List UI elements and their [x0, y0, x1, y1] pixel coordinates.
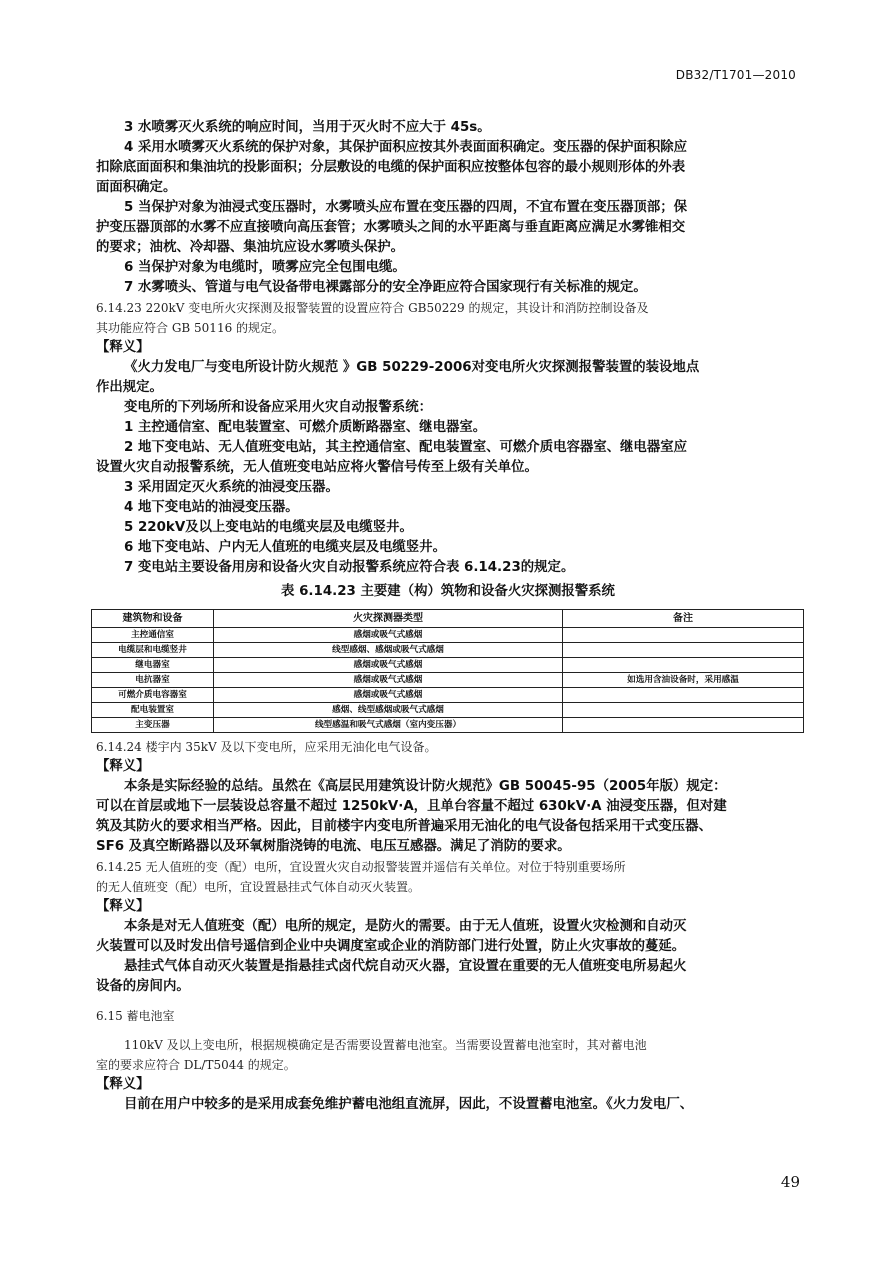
table-row	[92, 673, 804, 688]
document-code: DB32/T1701—2010	[675, 68, 796, 82]
cell-building: 电抗器室	[92, 673, 214, 688]
cell-remarks	[563, 718, 804, 733]
text-line: 3 水喷雾灭火系统的响应时间，当用于灭火时不应大于 45s。	[124, 120, 491, 135]
text-line: 筑及其防火的要求相当严格。因此，目前楼宇内变电所普遍采用无油化的电气设备包括采用干式变压器、	[96, 819, 712, 834]
spacer	[96, 997, 800, 1006]
cell-remarks	[563, 688, 804, 703]
table-row	[92, 688, 804, 703]
text-line: 7 水雾喷头、管道与电气设备带电裸露部分的安全净距应符合国家现行有关标准的规定。	[124, 280, 647, 295]
spacer	[96, 1026, 800, 1035]
cell-remarks	[563, 643, 804, 658]
text-line: 目前在用户中较多的是采用成套免维护蓄电池组直流屏，因此，不设置蓄电池室。《火力发电厂、	[124, 1097, 694, 1112]
header-remarks: 备注	[563, 610, 804, 628]
text-line: 【释义】	[96, 340, 150, 355]
text-block-a	[96, 118, 800, 578]
text-line: 6 地下变电站、户内无人值班的电缆夹层及电缆竖井。	[124, 540, 446, 555]
text-line: 作出规定。	[96, 380, 163, 395]
text-line: SF6 及真空断路器以及环氧树脂浇铸的电流、电压互感器。满足了消防的要求。	[96, 839, 571, 854]
text-line: 悬挂式气体自动灭火装置是指悬挂式卤代烷自动灭火器，宜设置在重要的无人值班变电所易起火	[124, 959, 687, 974]
text-line: 面面积确定。	[96, 180, 177, 195]
text-line: 可以在首层或地下一层装设总容量不超过 1250kV·A，且单台容量不超过 630kV·A 油浸变压器，但对建	[96, 799, 727, 814]
text-line: 6.14.25 无人值班的变（配）电所，宜设置火灾自动报警装置并遥信有关单位。对位于特别重要场所	[96, 860, 626, 874]
cell-remarks: 如选用含油设备时，采用感温	[563, 673, 804, 688]
cell-detector-type: 感烟、线型感烟或吸气式感烟	[214, 703, 563, 718]
cell-building: 主控通信室	[92, 628, 214, 643]
cell-detector-type: 感烟或吸气式感烟	[214, 673, 563, 688]
text-line: 变电所的下列场所和设备应采用火灾自动报警系统：	[124, 400, 432, 415]
text-line: 4 采用水喷雾灭火系统的保护对象，其保护面积应按其外表面面积确定。变压器的保护面积除应	[124, 140, 687, 155]
cell-building: 配电装置室	[92, 703, 214, 718]
text-line: 火装置可以及时发出信号遥信到企业中央调度室或企业的消防部门进行处置，防止火灾事故的蔓延。	[96, 939, 686, 954]
cell-remarks	[563, 628, 804, 643]
cell-building: 主变压器	[92, 718, 214, 733]
text-line: 室的要求应符合 DL/T5044 的规定。	[96, 1058, 296, 1072]
text-line: 6.15 蓄电池室	[96, 1009, 175, 1023]
cell-detector-type: 感烟或吸气式感烟	[214, 658, 563, 673]
text-line: 【释义】	[96, 899, 150, 914]
table-row	[92, 643, 804, 658]
text-line: 的无人值班变（配）电所，宜设置悬挂式气体自动灭火装置。	[96, 880, 421, 894]
text-line: 2 地下变电站、无人值班变电站，其主控通信室、配电装置室、可燃介质电容器室、继电器室应	[124, 440, 687, 455]
cell-detector-type: 线型感温和吸气式感烟（室内变压器）	[214, 718, 563, 733]
text-line: 扣除底面面积和集油坑的投影面积；分层敷设的电缆的保护面积应按整体包容的最小规则形体的外表	[96, 160, 686, 175]
text-line: 本条是对无人值班变（配）电所的规定，是防火的需要。由于无人值班，设置火灾检测和自动灭	[124, 919, 687, 934]
cell-detector-type: 感烟或吸气式感烟	[214, 688, 563, 703]
table-row	[92, 718, 804, 733]
header-detector-type: 火灾探测器类型	[214, 610, 563, 628]
text-line: 5 220kV及以上变电站的电缆夹层及电缆竖井。	[124, 520, 413, 535]
text-line: 6.14.23 220kV 变电所火灾探测及报警装置的设置应符合 GB50229 的规定，其设计和消防控制设备及	[96, 301, 649, 315]
text-line: 【释义】	[96, 1077, 150, 1092]
text-line: 本条是实际经验的总结。虽然在《高层民用建筑设计防火规范》GB 50045-95（2005年版）规定：	[124, 779, 727, 794]
text-line: 其功能应符合 GB 50116 的规定。	[96, 321, 285, 335]
text-line: 6.14.24 楼宇内 35kV 及以下变电所，应采用无油化电气设备。	[96, 740, 437, 754]
header-building: 建筑物和设备	[92, 610, 214, 628]
text-line: 7 变电站主要设备用房和设备火灾自动报警系统应符合表 6.14.23的规定。	[124, 560, 575, 575]
text-line: 6 当保护对象为电缆时，喷雾应完全包围电缆。	[124, 260, 406, 275]
page-content	[96, 118, 800, 1115]
text-block-b	[96, 737, 800, 1115]
cell-remarks	[563, 658, 804, 673]
text-line: 1 主控通信室、配电装置室、可燃介质断路器室、继电器室。	[124, 420, 487, 435]
text-line: 的要求；油枕、冷却器、集油坑应设水雾喷头保护。	[96, 240, 404, 255]
table-caption: 表 6.14.23 主要建（构）筑物和设备火灾探测报警系统	[281, 584, 615, 599]
text-line: 设置火灾自动报警系统，无人值班变电站应将火警信号传至上级有关单位。	[96, 460, 538, 475]
text-line: 【释义】	[96, 759, 150, 774]
cell-detector-type: 线型感烟、感烟或吸气式感烟	[214, 643, 563, 658]
text-line: 《火力发电厂与变电所设计防火规范 》GB 50229-2006对变电所火灾探测报警装置的装设地点	[124, 360, 700, 375]
text-line: 4 地下变电站的油浸变压器。	[124, 500, 299, 515]
page-number: 49	[780, 1173, 800, 1191]
cell-building: 继电器室	[92, 658, 214, 673]
table-row	[92, 628, 804, 643]
cell-building: 电缆层和电缆竖井	[92, 643, 214, 658]
cell-remarks	[563, 703, 804, 718]
table-row	[92, 658, 804, 673]
text-line: 护变压器顶部的水雾不应直接喷向高压套管；水雾喷头之间的水平距离与垂直距离应满足水雾锥相交	[96, 220, 686, 235]
text-line: 3 采用固定灭火系统的油浸变压器。	[124, 480, 339, 495]
table-header-row	[92, 610, 804, 628]
table-row	[92, 703, 804, 718]
cell-building: 可燃介质电容器室	[92, 688, 214, 703]
text-line: 设备的房间内。	[96, 979, 190, 994]
fire-detection-table	[91, 609, 804, 733]
text-line: 110kV 及以上变电所，根据规模确定是否需要设置蓄电池室。当需要设置蓄电池室时，其对蓄电池	[124, 1038, 647, 1052]
text-line: 5 当保护对象为油浸式变压器时，水雾喷头应布置在变压器的四周，不宜布置在变压器顶部；保	[124, 200, 687, 215]
cell-detector-type: 感烟或吸气式感烟	[214, 628, 563, 643]
